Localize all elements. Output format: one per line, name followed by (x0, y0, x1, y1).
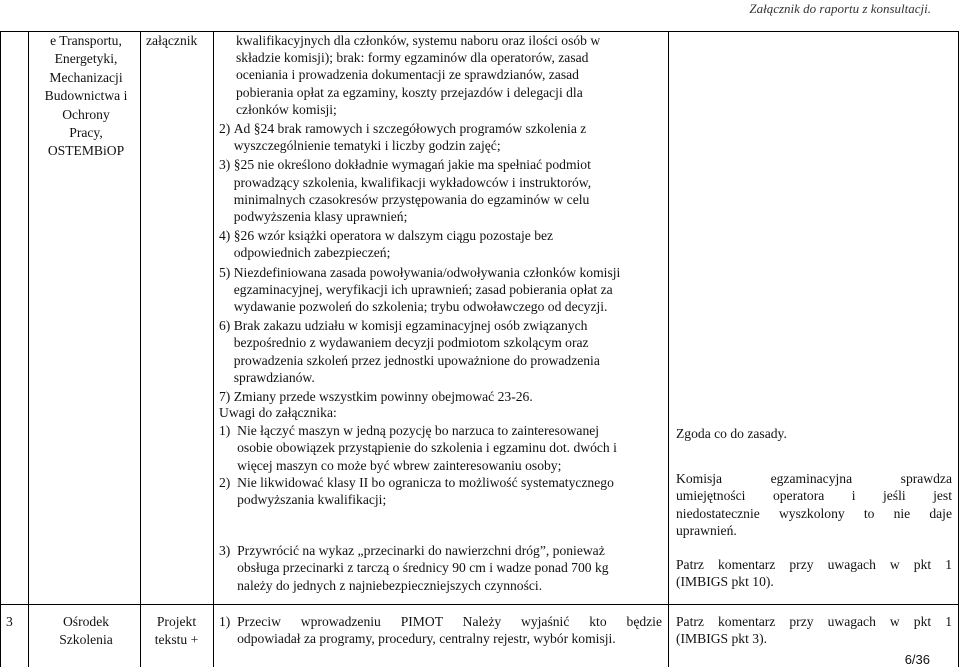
text-line: Zmiany przede wszystkim powinny obejmować 23-26. (233, 389, 533, 405)
annex-remarks (219, 404, 662, 594)
row3-remark-1 (219, 613, 662, 647)
org-line: e Transportu, (50, 33, 122, 48)
row2-document (146, 32, 212, 49)
response-commission (676, 470, 952, 539)
document-label: załącznik (146, 33, 198, 48)
text-line: egzaminacyjnej, weryfikacji ich uprawnień; zasad pobierania opłat za (233, 281, 613, 297)
text-line: Niezdefiniowana zasada powoływania/odwoływania członków komisji (233, 264, 621, 280)
text-line: członków komisji; (236, 101, 337, 117)
text-line: wydawanie pozwoleń do szkolenia; trybu odwoławczego od decyzji. (233, 299, 608, 315)
annex-remarks-title: Uwagi do załącznika: (219, 405, 337, 420)
text-line: wyszczególnienie tematyki i liczby godzin zajęć; (233, 138, 501, 154)
text-line: prowadzenia szkoleń przez jednostki upoważnione do prowadzenia (233, 352, 600, 368)
document-line: tekstu + (154, 632, 199, 648)
text-line: pobierania opłat za egzaminy, koszty przejazdów i delegacji dla (236, 84, 583, 100)
text-line: podwyższania kwalifikacji; (237, 492, 387, 508)
annex-remark-2 (219, 474, 662, 508)
response-see-comment (676, 556, 952, 590)
text-line: Patrz komentarz przy uwagach w pkt 1 (676, 614, 952, 629)
text-line: sprawdzianów. (233, 369, 315, 385)
col-divider-4 (668, 31, 669, 667)
table-border-left (0, 31, 1, 667)
org-line: Szkolenia (59, 632, 113, 648)
text-line: (IMBIGS pkt 3). (676, 631, 768, 647)
text-line: Nie likwidować klasy II bo ogranicza to możliwość systematycznego (237, 474, 614, 490)
text-line: Patrz komentarz przy uwagach w pkt 1 (676, 557, 952, 573)
row3-response (676, 613, 952, 647)
col-divider-2 (140, 31, 141, 667)
text-line: (IMBIGS pkt 10). (676, 574, 774, 590)
text-line: §26 wzór książki operatora w dalszym ciągu pozostaje bez (233, 228, 554, 244)
text-line: prowadzący szkolenia, kwalifikacji wykładowców i instruktorów, (233, 174, 592, 190)
text-line: umiejętności operatora i jeśli jest (676, 488, 952, 504)
org-line: Mechanizacji (49, 69, 123, 85)
text-line: podwyższenia klasy uprawnień; (233, 209, 408, 225)
remark-item-2 (219, 120, 662, 154)
text-line: niedostatecznie wyszkolony to nie daje (676, 505, 952, 521)
col-divider-3 (213, 31, 214, 667)
org-line: Energetyki, (54, 51, 118, 67)
row3-lp (6, 613, 24, 630)
org-line: Ośrodek (62, 614, 110, 629)
text-line: odpowiednich zabezpieczeń; (233, 245, 391, 261)
row2-organization (38, 32, 134, 161)
row3-remarks (219, 613, 662, 647)
row-number: 3 (6, 614, 13, 629)
text-line: Nie łączyć maszyn w jedną pozycję bo narzuca to zainteresowanej (237, 423, 600, 439)
text-line: Ad §24 brak ramowych i szczegółowych programów szkolenia z (233, 121, 587, 137)
org-line: Ochrony (62, 106, 110, 122)
org-line: Budownictwa i (44, 88, 128, 104)
item-number: 5) (219, 264, 234, 280)
item-number: 1) (219, 614, 238, 629)
row3-document (140, 613, 213, 650)
text-line: kwalifikacyjnych dla członków, systemu naboru oraz ilości osób w (236, 33, 601, 48)
remark-item-3 (219, 156, 662, 225)
continuation-text (219, 32, 662, 118)
org-line: OSTEMBiOP (47, 143, 125, 159)
text-line: osobie obowiązek przystąpienie do szkolenia i egzaminu dot. dwóch i (237, 440, 617, 456)
text-line: składzie komisji); brak: formy egzaminów dla operatorów, zasad (236, 50, 589, 66)
text-line: oceniania i prowadzenia dokumentacji ze sprawdzianów, zasad (236, 67, 579, 83)
item-number: 3) (219, 157, 234, 173)
table-border-right (958, 31, 959, 667)
text-line: odpowiadał za programy, procedury, centralny rejestr, wybór komisji. (237, 631, 616, 647)
item-number: 3) (219, 543, 238, 559)
text-line: Przeciw wprowadzeniu PIMOT Należy wyjaśnić kto będzie (237, 614, 662, 629)
annex-remark-3 (219, 542, 662, 594)
remark-item-4 (219, 227, 662, 261)
text-line: bezpośrednio z wydawaniem decyzji podmiotom szkolącym oraz (233, 335, 589, 351)
text-line: minimalnych czasokresów przystępowania do egzaminów w celu (233, 191, 590, 207)
text-line: więcej maszyn co może być wbrew zainteresowaniu osoby; (237, 457, 562, 473)
org-line: Pracy, (69, 125, 103, 141)
col-divider-1 (28, 31, 29, 667)
text-line: Przywrócić na wykaz „przecinarki do nawierzchni dróg”, ponieważ (237, 543, 605, 559)
item-number: 6) (219, 318, 234, 334)
item-number: 7) (219, 389, 234, 405)
text-line: obsługa przecinarki z tarczą o średnicy 90 cm i wadze ponad 700 kg (237, 560, 609, 576)
item-number: 2) (219, 121, 234, 137)
row-divider (0, 604, 959, 605)
document-header: Załącznik do raportu z konsultacji. (749, 1, 931, 16)
remark-item-6 (219, 317, 662, 386)
document-line: Projekt (156, 614, 197, 629)
item-number: 4) (219, 228, 234, 244)
page-number: 6/36 (904, 652, 930, 667)
item-number: 1) (219, 423, 238, 439)
text-line: należy do jednych z najniebezpieczniejszych czynności. (237, 577, 543, 593)
response-agreement: Zgoda co do zasady. (676, 426, 787, 441)
row2-response (676, 425, 952, 590)
text-line: Brak zakazu udziału w komisji egzaminacyjnej osób związanych (233, 318, 588, 334)
text-line: Komisja egzaminacyjna sprawdza (676, 471, 952, 487)
text-line: §25 nie określono dokładnie wymagań jakie ma spełniać podmiot (233, 157, 591, 173)
row3-organization (38, 613, 134, 650)
annex-remark-1 (219, 422, 662, 474)
text-line: uprawnień. (676, 522, 737, 538)
remark-item-7 (219, 388, 662, 405)
remark-item-5 (219, 264, 662, 316)
row2-remarks (219, 32, 662, 405)
item-number: 2) (219, 474, 238, 490)
